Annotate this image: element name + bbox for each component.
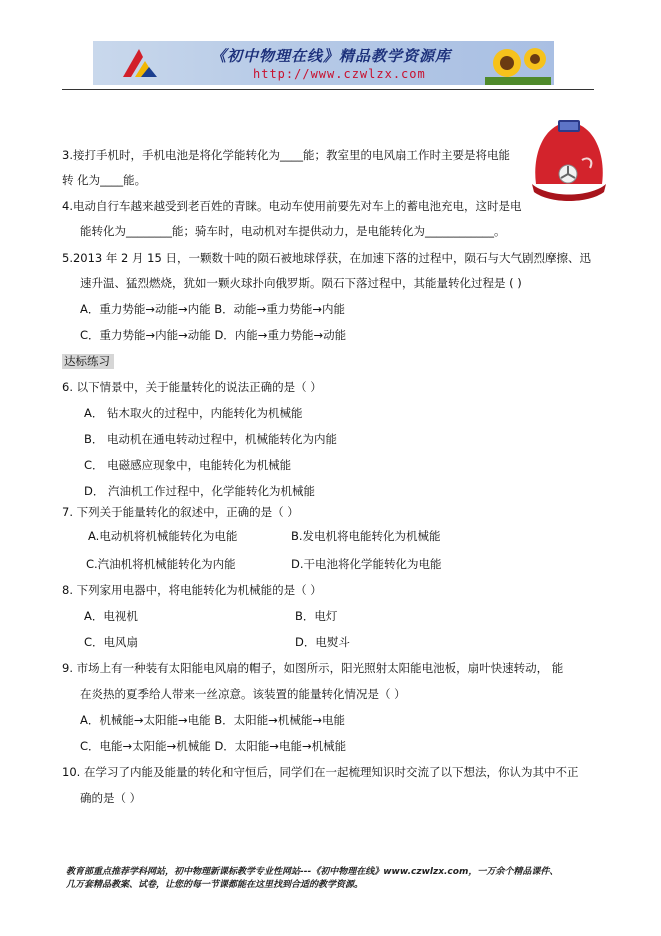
text-line-q4a: 4.电动自行车越来越受到老百姓的青睐。电动车使用前要先对车上的蓄电池充电，这时是电 [62,199,522,213]
text-line-q3a: 3.接打手机时，手机电池是将化学能转化为____能；教室里的电风扇工作时主要是将电能 [62,148,510,162]
text-line-q6: 6. 以下情景中，关于能量转化的说法正确的是（ ） [62,380,322,394]
footer-line-1: 教育部重点推荐学科网站，初中物理新课标教学专业性网站---《初中物理在线》www.czwlzx.com，一万余个精品课件、 [66,867,559,877]
text-line-q7: 7. 下列关于能量转化的叙述中，正确的是（ ） [62,505,299,519]
site-logo-icon [119,47,159,79]
text-line-q10a: 10. 在学习了内能及能量的转化和守恒后，同学们在一起梳理知识时交流了以下想法，你认为其中不正 [62,765,579,779]
text-line-q8d: D．电熨斗 [295,635,350,649]
header-rule [62,89,594,90]
text-line-q3b: 转 化为____能。 [62,173,147,187]
text-line-q5d: C．重力势能→内能→动能 D．内能→重力势能→动能 [80,328,347,342]
text-line-q8a: A．电视机 [84,609,138,623]
text-line-q4b: 能转化为________能；骑车时，电动机对车提供动力，是电能转化为____________。 [80,224,506,238]
text-line-q6a: A． 钻木取火的过程中，内能转化为机械能 [84,406,303,420]
header-title: 《初中物理在线》精品教学资源库 [211,47,452,65]
text-line-q6d: D． 汽油机工作过程中，化学能转化为机械能 [84,484,316,498]
text-line-q8: 8. 下列家用电器中，将电能转化为机械能的是（ ） [62,583,322,597]
text-line-q9b: 在炎热的夏季给人带来一丝凉意。该装置的能量转化情况是（ ） [80,687,406,701]
sunflower-icon [485,43,551,85]
text-line-q7c: C.汽油机将机械能转化为内能 [86,557,236,571]
text-line-q7d: D.干电池将化学能转化为电能 [291,557,442,571]
text-line-q9a: 9. 市场上有一种装有太阳能电风扇的帽子，如图所示，阳光照射太阳能电池板，扇叶快速转动， 能 [62,661,564,675]
text-line-q8b: B．电灯 [295,609,338,623]
text-line-q8c: C．电风扇 [84,635,139,649]
footer-line-2: 几万套精品教案、试卷，让您的每一节课都能在这里找到合适的教学资源。 [66,880,364,890]
text-line-q10b: 确的是（ ） [80,791,142,805]
text-line-q9d: C．电能→太阳能→机械能 D．太阳能→电能→机械能 [80,739,347,753]
text-line-q5a: 5.2013 年 2 月 15 日，一颗数十吨的陨石被地球俘获，在加速下落的过程中，陨石与大气剧烈摩擦、迅 [62,251,591,265]
solar-fan-hat-icon [528,114,610,204]
text-line-q6c: C． 电磁感应现象中，电能转化为机械能 [84,458,292,472]
text-line-q7a: A.电动机将机械能转化为电能 [88,529,238,543]
text-line-q5b: 速升温、猛烈燃烧，犹如一颗火球扑向俄罗斯。陨石下落过程中，其能量转化过程是 ( ) [80,276,522,290]
header-url[interactable]: http://www.czwlzx.com [253,67,426,81]
text-line-q7b: B.发电机将电能转化为机械能 [291,529,441,543]
header-banner [93,41,554,85]
text-line-q5c: A．重力势能→动能→内能 B．动能→重力势能→内能 [80,302,345,316]
text-line-q6b: B． 电动机在通电转动过程中，机械能转化为内能 [84,432,338,446]
text-line-q9c: A．机械能→太阳能→电能 B．太阳能→机械能→电能 [80,713,345,727]
section-tag: 达标练习 [62,354,114,369]
